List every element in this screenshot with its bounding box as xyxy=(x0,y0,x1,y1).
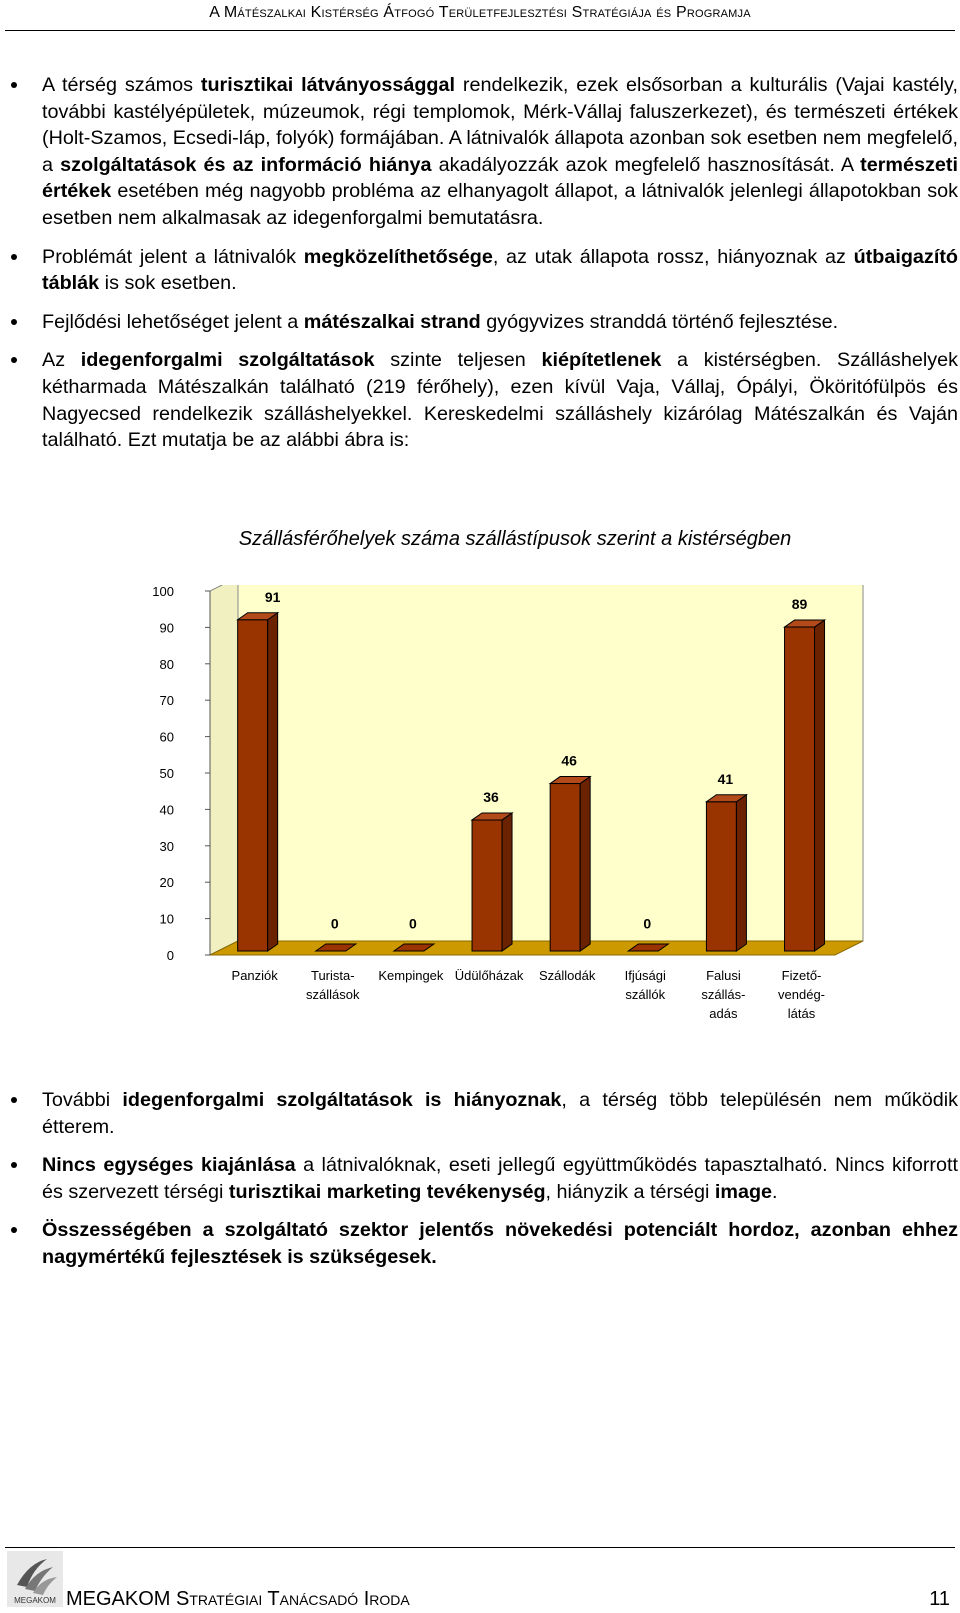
body-text: akadályozzák azok megfelelő hasznosítását. A xyxy=(431,153,861,176)
body-text: a kistérségben. Szálláshelyek kétharmada Mátészalkán található (219 férőhely), ezen kívül Vaja, Vállaj, Ópályi, Ököritófülpös és Nagyecsed rendelkezik szálláshelyekkel. Kereskedelmi szálláshely kizárólag Mátészalkán és Vaján található. Ezt mutatja be az alábbi ábra is: xyxy=(42,349,959,452)
emphasis-text: Nincs egységes kiajánlása xyxy=(42,1154,296,1177)
bullet-list-bottom xyxy=(0,1087,960,1271)
body-text: . xyxy=(772,1180,778,1203)
emphasis-text: Összességében a szolgáltató szektor jelentős növekedési potenciált hordoz, azonban ehhez nagymértékű fejlesztések is szükségesek. xyxy=(42,1219,958,1268)
data-label: 0 xyxy=(643,915,652,932)
body-text: rendelkezik, ezek elsősorban a kulturális (Vajai kastély, további kastélyépületek, múzeumok, régi templomok, Mérk-Vállaj faluszerkezet), és természeti értékek (Holt-Szamos, Ecsedi-láp, folyók) formájában. A látnivalók állapota azonban sok esetben nem megfelelő, a xyxy=(42,74,958,176)
y-tick-label: 40 xyxy=(159,802,174,818)
x-tick-label: Turista- xyxy=(310,968,355,983)
bullet-item xyxy=(42,72,958,232)
lower-content xyxy=(0,1087,960,1271)
main-content xyxy=(0,72,960,454)
y-tick-label: 80 xyxy=(159,656,174,672)
page-number: 11 xyxy=(929,1588,950,1610)
data-label: 91 xyxy=(264,588,281,605)
bar-side xyxy=(502,813,512,951)
x-tick-label: Falusi xyxy=(706,968,741,983)
y-tick-label: 70 xyxy=(159,693,174,709)
body-text: Problémát jelent a látnivalók xyxy=(42,245,304,268)
data-label: 46 xyxy=(561,752,577,769)
body-text: , az utak állapota rossz, hiányoznak az xyxy=(492,245,854,268)
emphasis-text: kiépítetlenek xyxy=(541,349,662,372)
page-header xyxy=(0,0,960,30)
body-text: Fejlődési lehetőséget jelent a xyxy=(42,310,304,333)
x-tick-label: Ifjúsági xyxy=(624,968,666,983)
data-label: 0 xyxy=(409,915,417,932)
body-text: , a térség több településén nem működik étterem. xyxy=(42,1089,958,1138)
chart-title: Szállásférőhelyek száma szállástípusok szerint a kistérségben xyxy=(238,528,792,550)
data-label: 36 xyxy=(483,788,499,805)
bullet-item xyxy=(42,1152,958,1205)
x-tick-label: szállások xyxy=(306,987,360,1002)
x-tick-label: Szállodák xyxy=(538,968,596,983)
bullet-list-top xyxy=(0,72,960,454)
data-label: 41 xyxy=(717,770,734,787)
emphasis-text: mátészalkai strand xyxy=(303,310,481,333)
x-tick-label: Üdülőházak xyxy=(454,968,524,983)
body-text: is sok esetben. xyxy=(99,272,237,295)
body-text: szinte teljesen xyxy=(374,349,542,372)
y-tick-label: 20 xyxy=(159,875,174,891)
plot-side-wall xyxy=(210,585,238,955)
y-tick-label: 10 xyxy=(159,911,174,927)
svg-text:MEGAKOM: MEGAKOM xyxy=(14,1596,56,1605)
plot-floor xyxy=(210,941,863,955)
y-tick-label: 90 xyxy=(159,620,174,636)
body-text: Az xyxy=(42,349,81,372)
x-tick-label: Panziók xyxy=(231,968,278,983)
footer-divider xyxy=(5,1547,955,1548)
bar-side xyxy=(736,795,746,951)
bar xyxy=(472,820,502,951)
y-tick-label: 50 xyxy=(159,766,174,781)
emphasis-text: természeti értékek xyxy=(42,153,958,203)
footer-company: MEGAKOM Stratégiai Tanácsadó Iroda xyxy=(66,1588,410,1610)
bar-chart xyxy=(140,585,880,1025)
emphasis-text: szolgáltatások és az információ hiánya xyxy=(60,153,432,176)
bullet-item xyxy=(42,309,958,336)
emphasis-text: turisztikai marketing tevékenység xyxy=(228,1180,546,1203)
emphasis-text: megközelíthetősége xyxy=(303,245,493,268)
body-text: A térség számos xyxy=(42,74,201,96)
body-text: , hiányzik a térségi xyxy=(545,1180,715,1203)
emphasis-text: útbaigazító táblák xyxy=(42,245,958,295)
bar-side xyxy=(580,777,590,951)
bullet-item xyxy=(42,244,958,297)
body-text: További xyxy=(42,1089,123,1111)
body-text: esetében még nagyobb probléma az elhanyagolt állapot, a látnivalók jelenlegi állapotokban sok esetben nem alkalmasak az idegenforgalmi bemutatásra. xyxy=(42,180,958,229)
x-tick-label: szállók xyxy=(625,987,666,1002)
bullet-item xyxy=(42,1087,958,1140)
data-label: 0 xyxy=(330,915,339,932)
bar xyxy=(238,620,268,951)
emphasis-text: turisztikai látványossággal xyxy=(200,74,455,96)
emphasis-text: idegenforgalmi szolgáltatások is hiányoznak xyxy=(122,1089,562,1111)
x-tick-label: látás xyxy=(787,1006,816,1021)
bar-side xyxy=(268,613,278,951)
bar xyxy=(550,784,580,951)
y-tick-label: 100 xyxy=(152,585,174,599)
bar xyxy=(706,802,736,951)
y-tick-label: 30 xyxy=(159,838,174,854)
body-text: a látnivalóknak, eseti jellegű együttműködés tapasztalható. Nincs kiforrott és szervezett térségi xyxy=(42,1154,958,1203)
x-tick-label: adás xyxy=(709,1006,738,1021)
x-tick-label: vendég- xyxy=(778,987,826,1002)
x-tick-label: szállás- xyxy=(701,987,746,1002)
bar-side xyxy=(815,620,825,951)
y-tick-label: 0 xyxy=(166,948,174,963)
megakom-logo xyxy=(7,1551,63,1607)
bar xyxy=(785,627,815,951)
body-text: gyógyvizes stranddá történő fejlesztése. xyxy=(480,310,839,333)
x-tick-label: Fizető- xyxy=(781,968,822,983)
header-title: A Mátészalkai Kistérség Átfogó Területfejlesztési Stratégiája és Programja xyxy=(209,4,751,21)
emphasis-text: idegenforgalmi szolgáltatások xyxy=(80,349,375,372)
x-tick-label: Kempingek xyxy=(378,968,444,983)
bullet-item xyxy=(42,347,958,453)
emphasis-text: image xyxy=(714,1180,773,1203)
bullet-item xyxy=(42,1217,958,1270)
data-label: 89 xyxy=(791,596,808,613)
header-divider xyxy=(5,30,955,31)
y-tick-label: 60 xyxy=(159,729,174,745)
